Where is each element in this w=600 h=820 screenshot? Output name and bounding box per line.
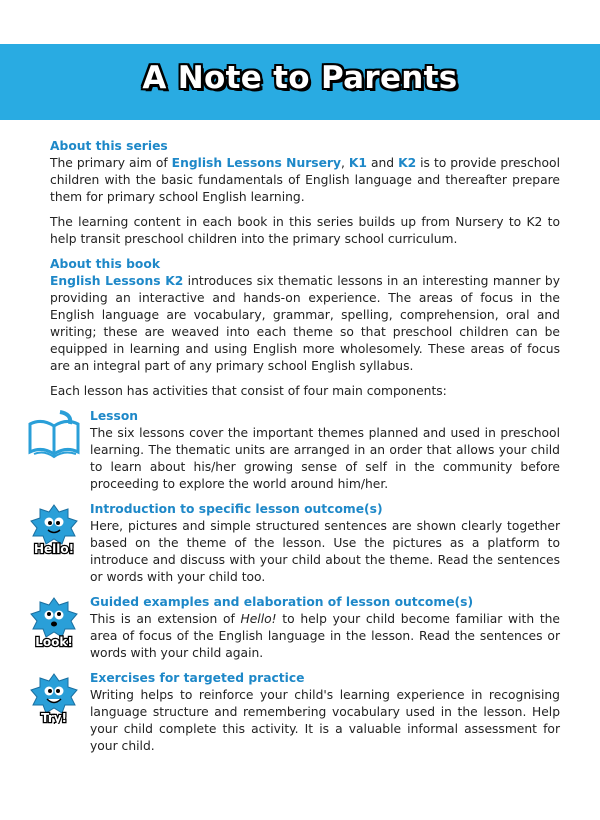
lesson-text: The six lessons cover the important themes planned and used in preschool learning. The thematic units are arranged in an order that allows your child to learn about his/her growing sense of self in the community before proceeding to explore the world around him/her. (90, 426, 560, 491)
svg-text:Hello!: Hello! (33, 542, 75, 555)
guided-examples-heading: Guided examples and elaboration of lesson outcome(s) (90, 595, 474, 609)
component-exercises (40, 670, 560, 755)
book-icon (26, 410, 82, 462)
introduction-heading: Introduction to specific lesson outcome(s) (90, 502, 383, 516)
about-book-paragraph-1: English Lessons K2 introduces six thematic lessons in an interesting manner by providing an interactive and hands-on experience. The areas of focus in the English language are vocabulary, grammar, spelling, comprehension, oral and writing; these are weaved into each theme so that preschool children can be equipped in learning and using English more wholesomely. These areas of focus are an integral part of any primary school English syllabus. (50, 274, 560, 373)
about-series-heading: About this series (50, 139, 168, 153)
introduction-text: Here, pictures and simple structured sentences are shown clearly together based on the theme of the lesson. Use the pictures as a platform to introduce and discuss with your child about the theme. Read the sentences or words with your child too. (90, 519, 560, 584)
about-series-paragraph-1: The primary aim of English Lessons Nursery, K1 and K2 is to provide preschool children with the basic fundamentals of English language and thereafter prepare them for primary school English learning. (50, 156, 560, 204)
svg-text:Try!: Try! (40, 711, 68, 724)
component-introduction (33, 501, 560, 586)
about-series-paragraph-2: The learning content in each book in this series builds up from Nursery to K2 to help transit preschool children into the primary school curriculum. (50, 215, 560, 246)
lesson-heading: Lesson (90, 409, 139, 423)
page-title: A Note to Parents (142, 60, 458, 96)
exercises-text: Writing helps to reinforce your child's learning experience in recognising language structure and remembering vocabulary used in the lesson. Help your child complete this activity. It is a valuable informal assessment for your child. (90, 688, 560, 753)
look-mascot-icon (26, 596, 82, 648)
about-book-heading: About this book (50, 257, 161, 271)
component-guided-examples (35, 594, 560, 662)
try-mascot-icon (26, 672, 82, 724)
note-content (33, 138, 560, 755)
about-book-paragraph-2: Each lesson has activities that consist of four main components: (50, 384, 447, 398)
exercises-heading: Exercises for targeted practice (90, 671, 305, 685)
svg-text:Look!: Look! (35, 635, 73, 648)
component-lesson (50, 408, 560, 493)
guided-examples-text: This is an extension of Hello! to help your child become familiar with the area of focus of the English language in the lesson. Read the sentences or words with your child again. (90, 612, 560, 660)
hello-mascot-icon (26, 503, 82, 555)
